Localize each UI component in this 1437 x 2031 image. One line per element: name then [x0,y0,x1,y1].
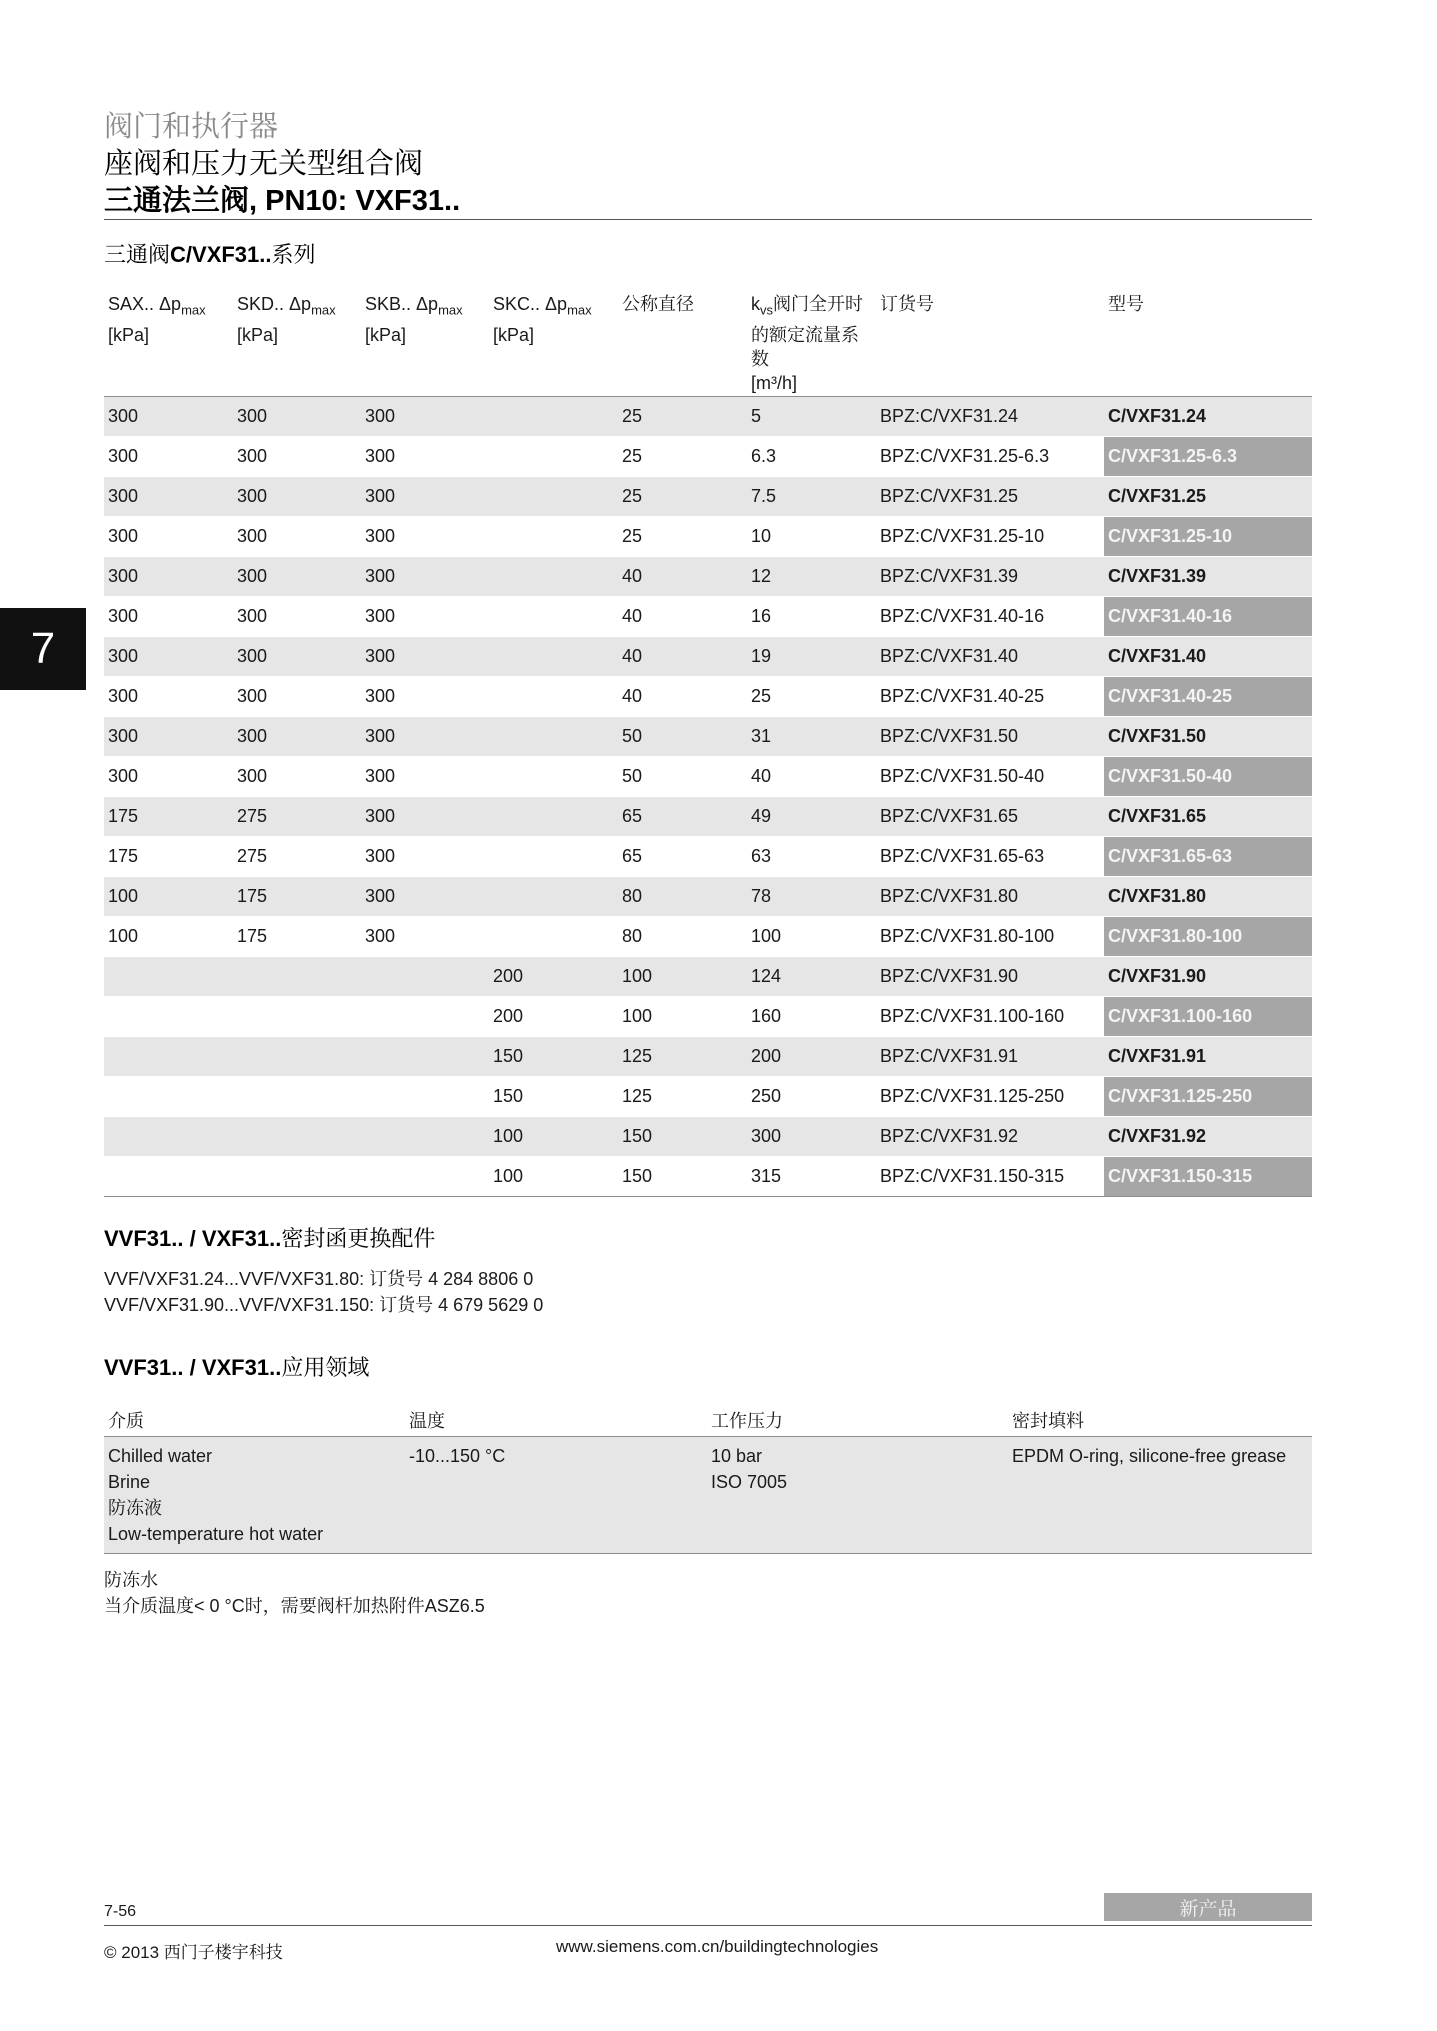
cell-type: C/VXF31.39 [1108,566,1207,586]
cell-kvs: 49 [751,806,772,826]
cell-sax: 300 [108,686,139,706]
cell-type: C/VXF31.65-63 [1104,837,1312,876]
cell-kvs: 200 [751,1046,782,1066]
cell-type: C/VXF31.90 [1108,966,1207,986]
new-product-badge: 新产品 [1104,1893,1312,1921]
valve-table-body [104,397,1312,1197]
cell-sax: 100 [108,886,139,906]
chapter-tab: 7 [0,608,86,690]
cell-order: BPZ:C/VXF31.80 [880,886,1019,906]
application-table-header [104,1404,1312,1437]
cell-kvs: 78 [751,886,772,906]
cell-dn: 25 [622,526,643,546]
cell-dn: 100 [622,1006,653,1026]
table-row [104,517,1312,557]
cell-kvs: 63 [751,846,772,866]
cell-skb: 300 [365,606,396,626]
cell-type: C/VXF31.25-10 [1104,517,1312,556]
cell-order: BPZ:C/VXF31.24 [880,406,1019,426]
series-heading-code: C/VXF31.. [170,242,272,267]
table-row [104,1117,1312,1157]
cell-kvs: 160 [751,1006,782,1026]
cell-kvs: 5 [751,406,762,426]
cell-type: C/VXF31.50 [1108,726,1207,746]
cell-order: BPZ:C/VXF31.91 [880,1046,1019,1066]
cell-sax: 300 [108,606,139,626]
cell-skb: 300 [365,566,396,586]
app-cell-temperature: -10...150 °C [409,1446,506,1466]
cell-skd: 300 [237,406,268,426]
cell-dn: 25 [622,486,643,506]
header-skb: SKB.. $\Delta p_{max}$ [kPa] [365,294,463,345]
header-type: 型号 [1108,294,1144,314]
cell-dn: 80 [622,886,643,906]
cell-skb: 300 [365,766,396,786]
cell-type: C/VXF31.50-40 [1104,757,1312,796]
cell-sax: 175 [108,846,139,866]
page-number: 7-56 [104,1903,137,1920]
cell-skd: 300 [237,446,268,466]
cell-dn: 65 [622,846,643,866]
table-row [104,477,1312,517]
spares-heading-text: 密封函更换配件 [281,1226,436,1251]
application-table-row [104,1437,1312,1554]
cell-skd: 300 [237,566,268,586]
app-cell-sealing: EPDM O-ring, silicone-free grease [1012,1446,1287,1466]
antifreeze-note [104,1567,485,1619]
application-table [104,1404,1312,1554]
cell-dn: 25 [622,446,643,466]
cell-kvs: 19 [751,646,772,666]
header-skd: SKD.. $\Delta p_{max}$ [kPa] [237,294,336,345]
cell-order: BPZ:C/VXF31.40-16 [880,606,1045,626]
cell-skd: 300 [237,646,268,666]
header-order-number: 订货号 [880,294,934,314]
cell-order: BPZ:C/VXF31.92 [880,1126,1019,1146]
cell-dn: 100 [622,966,653,986]
cell-skb: 300 [365,486,396,506]
cell-skc: 150 [493,1086,524,1106]
cell-order: BPZ:C/VXF31.40-25 [880,686,1045,706]
header-kvs: $k_{vs}$阀门全开时 的额定流量系 数 [m³/h] [751,294,863,393]
cell-dn: 80 [622,926,643,946]
cell-sax: 175 [108,806,139,826]
cell-sax: 300 [108,766,139,786]
cell-skd: 300 [237,606,268,626]
cell-type: C/VXF31.24 [1108,406,1207,426]
cell-skc: 100 [493,1126,524,1146]
cell-kvs: 315 [751,1166,782,1186]
cell-type: C/VXF31.25-6.3 [1104,437,1312,476]
cell-order: BPZ:C/VXF31.25-10 [880,526,1045,546]
cell-order: BPZ:C/VXF31.65 [880,806,1019,826]
table-row [104,837,1312,877]
cell-sax: 300 [108,726,139,746]
cell-type: C/VXF31.92 [1108,1126,1207,1146]
table-row [104,597,1312,637]
header-subtitle: 三通法兰阀, PN10: VXF31.. [104,185,461,217]
cell-sax: 300 [108,566,139,586]
app-header-medium: 介质 [108,1411,144,1431]
cell-skd: 275 [237,846,268,866]
cell-order: BPZ:C/VXF31.50-40 [880,766,1045,786]
cell-type: C/VXF31.25 [1108,486,1207,506]
series-heading-suffix: 系列 [271,242,316,267]
table-row [104,877,1312,917]
spares-line-2: VVF/VXF31.90...VVF/VXF31.150: 订货号 4 679 5629 0 [104,1295,544,1315]
cell-type: C/VXF31.40-16 [1104,597,1312,636]
cell-kvs: 16 [751,606,772,626]
cell-skc: 100 [493,1166,524,1186]
cell-skb: 300 [365,726,396,746]
table-row [104,997,1312,1037]
cell-sax: 300 [108,526,139,546]
cell-skb: 300 [365,686,396,706]
valve-table [104,290,1312,1197]
cell-skd: 175 [237,886,268,906]
cell-order: BPZ:C/VXF31.90 [880,966,1019,986]
copyright: © 2013 西门子楼宇科技 [104,1943,283,1962]
cell-kvs: 300 [751,1126,782,1146]
cell-type: C/VXF31.80-100 [1104,917,1312,956]
cell-order: BPZ:C/VXF31.50 [880,726,1019,746]
cell-skc: 150 [493,1046,524,1066]
table-row [104,677,1312,717]
cell-skc: 200 [493,1006,524,1026]
header-title: 座阀和压力无关型组合阀 [104,148,424,180]
cell-type: C/VXF31.65 [1108,806,1207,826]
cell-kvs: 100 [751,926,782,946]
app-cell-pressure: 10 bar ISO 7005 [711,1446,788,1492]
cell-order: BPZ:C/VXF31.80-100 [880,926,1055,946]
cell-skb: 300 [365,926,396,946]
cell-skd: 300 [237,486,268,506]
cell-order: BPZ:C/VXF31.25 [880,486,1019,506]
table-row [104,1077,1312,1117]
table-row [104,957,1312,997]
cell-skc: 200 [493,966,524,986]
table-row [104,917,1312,957]
cell-order: BPZ:C/VXF31.100-160 [880,1006,1065,1026]
table-row [104,397,1312,437]
spares-heading-code: VVF31.. / VXF31.. [104,1226,282,1251]
cell-kvs: 12 [751,566,772,586]
cell-skd: 300 [237,766,268,786]
cell-skb: 300 [365,846,396,866]
app-header-temperature: 温度 [409,1411,445,1431]
cell-dn: 150 [622,1166,653,1186]
cell-dn: 50 [622,766,643,786]
cell-order: BPZ:C/VXF31.150-315 [880,1166,1065,1186]
cell-skd: 300 [237,686,268,706]
cell-kvs: 250 [751,1086,782,1106]
cell-skb: 300 [365,406,396,426]
cell-dn: 65 [622,806,643,826]
cell-order: BPZ:C/VXF31.25-6.3 [880,446,1050,466]
application-heading-code: VVF31.. / VXF31.. [104,1355,282,1380]
cell-type: C/VXF31.80 [1108,886,1207,906]
footer-rule [104,1925,1312,1926]
cell-kvs: 10 [751,526,772,546]
note-title: 防冻水 [104,1570,158,1590]
cell-sax: 100 [108,926,139,946]
cell-kvs: 25 [751,686,772,706]
table-row [104,1157,1312,1197]
cell-kvs: 40 [751,766,772,786]
cell-dn: 40 [622,646,643,666]
table-row [104,757,1312,797]
cell-kvs: 6.3 [751,446,777,466]
table-row [104,797,1312,837]
cell-type: C/VXF31.40 [1108,646,1207,666]
series-heading [104,238,316,269]
application-heading-text: 应用领域 [281,1355,370,1380]
cell-order: BPZ:C/VXF31.39 [880,566,1019,586]
cell-kvs: 7.5 [751,486,777,506]
series-heading-prefix: 三通阀 [104,242,171,267]
cell-dn: 40 [622,566,643,586]
cell-skb: 300 [365,526,396,546]
cell-skb: 300 [365,806,396,826]
cell-dn: 40 [622,606,643,626]
app-header-sealing: 密封填料 [1012,1411,1084,1431]
cell-dn: 150 [622,1126,653,1146]
cell-skb: 300 [365,446,396,466]
cell-type: C/VXF31.91 [1108,1046,1207,1066]
cell-dn: 50 [622,726,643,746]
cell-type: C/VXF31.125-250 [1104,1077,1312,1116]
cell-sax: 300 [108,646,139,666]
application-heading [104,1351,369,1382]
cell-skb: 300 [365,646,396,666]
website-link[interactable]: www.siemens.com.cn/buildingtechnologies [556,1937,879,1956]
spares-heading [104,1222,435,1253]
cell-kvs: 124 [751,966,782,986]
app-header-pressure: 工作压力 [711,1411,783,1431]
header-sax: SAX.. $\Delta p_{max}$ [kPa] [108,294,206,345]
cell-dn: 40 [622,686,643,706]
table-row [104,717,1312,757]
cell-kvs: 31 [751,726,772,746]
app-cell-medium: Chilled water Brine 防冻液 Low-temperature hot water [108,1446,324,1544]
note-text: 当介质温度< 0 °C时，需要阀杆加热附件ASZ6.5 [104,1596,485,1616]
header-rule [104,219,1312,220]
cell-skd: 300 [237,726,268,746]
cell-skd: 275 [237,806,268,826]
table-row [104,437,1312,477]
cell-order: BPZ:C/VXF31.125-250 [880,1086,1065,1106]
table-row [104,637,1312,677]
cell-type: C/VXF31.150-315 [1104,1157,1312,1196]
cell-dn: 25 [622,406,643,426]
cell-sax: 300 [108,406,139,426]
cell-skd: 175 [237,926,268,946]
valve-table-header [104,290,1312,397]
table-row [104,1037,1312,1077]
cell-type: C/VXF31.100-160 [1104,997,1312,1036]
cell-dn: 125 [622,1046,653,1066]
cell-skb: 300 [365,886,396,906]
header-category: 阀门和执行器 [104,111,279,143]
cell-dn: 125 [622,1086,653,1106]
table-row [104,557,1312,597]
cell-sax: 300 [108,446,139,466]
cell-sax: 300 [108,486,139,506]
header-skc: SKC.. $\Delta p_{max}$ [kPa] [493,294,592,345]
cell-skd: 300 [237,526,268,546]
spares-line-1: VVF/VXF31.24...VVF/VXF31.80: 订货号 4 284 8806 0 [104,1269,534,1289]
header-dn: 公称直径 [622,294,694,314]
cell-order: BPZ:C/VXF31.65-63 [880,846,1045,866]
cell-type: C/VXF31.40-25 [1104,677,1312,716]
cell-order: BPZ:C/VXF31.40 [880,646,1019,666]
